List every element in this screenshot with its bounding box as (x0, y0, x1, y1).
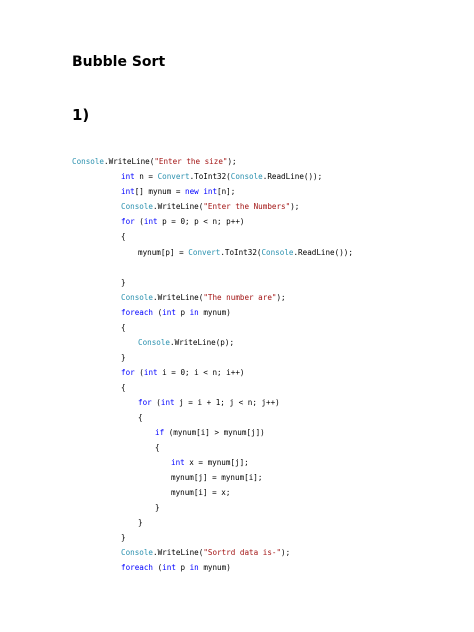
code-token-plain: ( (153, 563, 163, 572)
code-line (138, 413, 143, 423)
code-token-kw: for (121, 217, 135, 226)
code-line (121, 308, 231, 318)
code-token-plain: p (175, 308, 190, 317)
code-line (121, 202, 299, 212)
code-token-plain: ); (276, 293, 286, 302)
code-token-plain: .ReadLine()); (293, 248, 353, 257)
code-token-plain: ); (290, 202, 300, 211)
code-token-type: Console (121, 202, 154, 211)
code-line (138, 398, 280, 408)
code-token-kw: new (185, 187, 199, 196)
code-line (121, 172, 322, 182)
code-token-plain: p = 0; p < n; p++) (157, 217, 245, 226)
code-token-type: Console (261, 248, 294, 257)
code-line (121, 383, 126, 393)
code-token-kw: int (162, 563, 176, 572)
code-token-type: Console (230, 172, 263, 181)
code-token-str: "Sortrd data is-" (203, 548, 282, 557)
code-token-kw: foreach (121, 308, 154, 317)
code-token-plain: .ToInt32( (220, 248, 262, 257)
code-token-plain: i = 0; i < n; i++) (157, 368, 245, 377)
code-token-plain: { (138, 413, 143, 422)
code-token-plain: } (121, 533, 126, 542)
code-token-type: Convert (157, 172, 190, 181)
code-token-plain: } (121, 278, 126, 287)
code-line (121, 368, 244, 378)
code-token-plain: (mynum[i] > mynum[j]) (164, 428, 265, 437)
code-token-plain: .WriteLine( (153, 548, 204, 557)
code-token-kw: for (138, 398, 152, 407)
code-token-str: "Enter the Numbers" (203, 202, 291, 211)
code-token-kw: int (171, 458, 185, 467)
code-token-plain: } (138, 518, 143, 527)
code-line (171, 488, 230, 498)
code-line (121, 323, 126, 333)
code-line (155, 428, 265, 438)
code-line (155, 503, 160, 513)
code-token-plain: [n]; (217, 187, 236, 196)
code-line (138, 248, 353, 258)
code-line (121, 187, 235, 197)
code-token-plain: { (121, 323, 126, 332)
code-token-kw: if (155, 428, 165, 437)
code-token-plain: .WriteLine( (104, 157, 155, 166)
code-token-plain: mynum[p] = (138, 248, 189, 257)
code-token-kw: int (160, 398, 175, 407)
code-token-plain: ( (151, 398, 161, 407)
code-token-plain: .WriteLine(p); (170, 338, 235, 347)
code-token-plain: ( (134, 368, 144, 377)
code-line (121, 232, 126, 242)
code-token-kw: int (121, 172, 135, 181)
code-token-plain: mynum) (198, 308, 231, 317)
code-token-plain: ); (281, 548, 291, 557)
code-token-plain: [] mynum = (134, 187, 186, 196)
code-token-plain: { (121, 383, 126, 392)
code-token-plain: p (175, 563, 190, 572)
code-token-plain: { (121, 232, 126, 241)
code-token-plain: .ReadLine()); (262, 172, 323, 181)
code-token-plain: n = (134, 172, 158, 181)
code-token-type: Convert (188, 248, 221, 257)
code-token-plain: mynum) (198, 563, 231, 572)
code-token-plain: } (121, 353, 126, 362)
code-token-kw: in (189, 308, 199, 317)
section-number: 1) (72, 106, 90, 124)
code-line (121, 563, 231, 573)
code-token-plain: .ToInt32( (189, 172, 231, 181)
code-line (72, 157, 237, 167)
code-token-kw: int (143, 217, 158, 226)
code-token-kw: int (121, 187, 135, 196)
code-token-kw: for (121, 368, 135, 377)
code-token-type: Console (138, 338, 171, 347)
code-line (121, 353, 126, 363)
code-token-type: Console (121, 293, 154, 302)
code-token-kw: int (143, 368, 158, 377)
code-token-plain: mynum[j] = mynum[i]; (171, 473, 263, 482)
code-token-type: Console (121, 548, 154, 557)
code-token-plain: } (155, 503, 160, 512)
code-line (171, 473, 262, 483)
code-token-plain: x = mynum[j]; (184, 458, 249, 467)
code-token-kw: int (203, 187, 218, 196)
code-line (171, 458, 249, 468)
code-line (138, 518, 143, 528)
code-line (121, 533, 126, 543)
code-token-str: "The number are" (203, 293, 277, 302)
code-token-plain: { (155, 443, 160, 452)
code-line (138, 338, 234, 348)
code-token-kw: foreach (121, 563, 154, 572)
code-token-kw: int (162, 308, 176, 317)
code-token-plain: .WriteLine( (153, 202, 204, 211)
code-token-type: Console (72, 157, 105, 166)
code-token-plain: j = i + 1; j < n; j++) (174, 398, 280, 407)
code-line (121, 278, 126, 288)
code-line (121, 217, 244, 227)
document-title: Bubble Sort (72, 54, 166, 70)
code-token-plain: mynum[i] = x; (171, 488, 231, 497)
code-token-plain: ( (134, 217, 144, 226)
code-token-plain: ( (153, 308, 163, 317)
code-line (155, 443, 160, 453)
code-token-plain: .WriteLine( (153, 293, 204, 302)
code-line (121, 293, 286, 303)
code-token-kw: in (189, 563, 199, 572)
code-token-str: "Enter the size" (154, 157, 228, 166)
code-token-plain: ); (227, 157, 237, 166)
code-line (121, 548, 290, 558)
